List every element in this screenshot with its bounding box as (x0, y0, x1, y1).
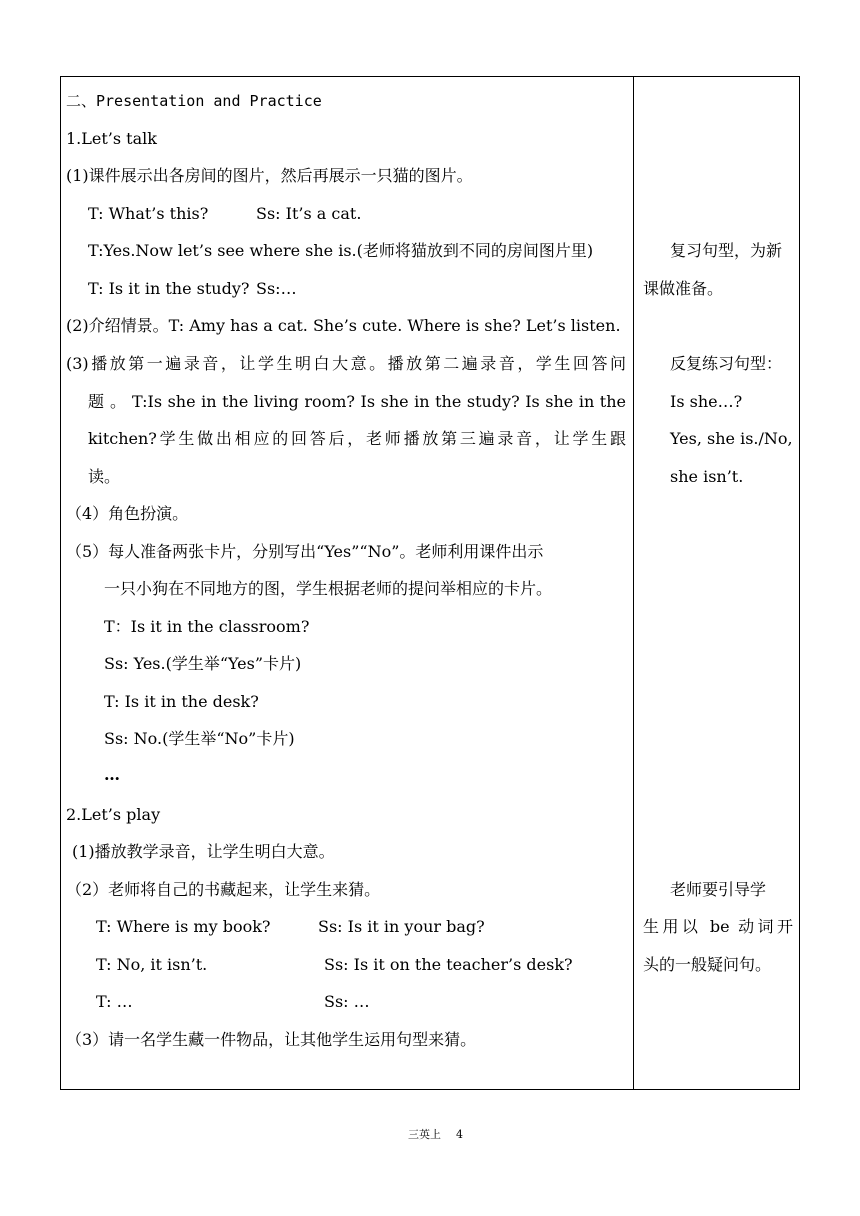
play-step-3: （3）请一名学生藏一件物品，让其他学生运用句型来猜。 (66, 1030, 477, 1049)
note-2-line-2: Is she…? (670, 392, 743, 411)
dialogue-teacher-6: T: Where is my book? (96, 917, 271, 936)
note-1-line-2: 课做准备。 (643, 279, 724, 298)
note-2-line-1: 反复练习句型： (670, 354, 783, 373)
step-3-line-2: 题 。 T:Is she in the living room? Is she in the study? Is she in the (88, 392, 626, 411)
dialogue-students-4: Ss: No.(学生举“No”卡片) (104, 729, 295, 748)
dialogue-teacher-4: T：Is it in the classroom? (104, 617, 310, 636)
ellipsis: … (104, 765, 120, 784)
column-divider (633, 76, 634, 1090)
step-3-line-3: kitchen?学生做出相应的回答后，老师播放第三遍录音，让学生跟 (88, 429, 626, 448)
section-heading: 二、Presentation and Practice (66, 92, 322, 110)
step-1: (1)课件展示出各房间的图片，然后再展示一只猫的图片。 (66, 166, 473, 185)
note-3-line-1: 老师要引导学 (670, 880, 767, 899)
dialogue-students-5: Ss: Is it in your bag? (318, 917, 485, 936)
page-number: 4 (456, 1128, 463, 1141)
step-3-line-1: (3)播放第一遍录音，让学生明白大意。播放第二遍录音，学生回答问 (66, 354, 626, 373)
dialogue-teacher-3: T: Is it in the study? (88, 279, 250, 298)
subsection-lets-play: 2.Let’s play (66, 805, 161, 824)
dialogue-teacher-5: T: Is it in the desk? (104, 692, 259, 711)
dialogue-students-1: Ss: It’s a cat. (256, 204, 362, 223)
note-3-line-3: 头的一般疑问句。 (643, 955, 772, 974)
step-3-line-4: 读。 (88, 467, 121, 486)
note-2-line-4: she isn’t. (670, 467, 744, 486)
dialogue-students-3: Ss: Yes.(学生举“Yes”卡片) (104, 654, 302, 673)
step-4: （4）角色扮演。 (66, 504, 189, 523)
dialogue-teacher-7: T: No, it isn’t. (96, 955, 208, 974)
note-3-line-2: 生用以 be 动词开 (643, 917, 793, 936)
dialogue-students-7: Ss: … (324, 992, 370, 1011)
subsection-lets-talk: 1.Let’s talk (66, 129, 157, 148)
footer-label: 三英上 (408, 1128, 441, 1141)
step-5-line-1: （5）每人准备两张卡片，分别写出“Yes”“No”。老师利用课件出示 (66, 542, 544, 561)
note-1-line-1: 复习句型，为新 (670, 241, 783, 260)
dialogue-teacher-8: T: … (96, 992, 133, 1011)
dialogue-teacher-1: T: What’s this? (88, 204, 209, 223)
note-2-line-3: Yes, she is./No, (670, 429, 793, 448)
step-5-line-2: 一只小狗在不同地方的图，学生根据老师的提问举相应的卡片。 (104, 579, 553, 598)
dialogue-teacher-2: T:Yes.Now let’s see where she is.(老师将猫放到不同的房间图片里) (88, 241, 594, 260)
dialogue-students-6: Ss: Is it on the teacher’s desk? (324, 955, 573, 974)
step-2: (2)介绍情景。T: Amy has a cat. She’s cute. Where is she? Let’s listen. (66, 316, 621, 335)
play-step-1: (1)播放教学录音，让学生明白大意。 (72, 842, 335, 861)
dialogue-students-2: Ss:… (256, 279, 297, 298)
play-step-2: （2）老师将自己的书藏起来，让学生来猜。 (66, 880, 381, 899)
